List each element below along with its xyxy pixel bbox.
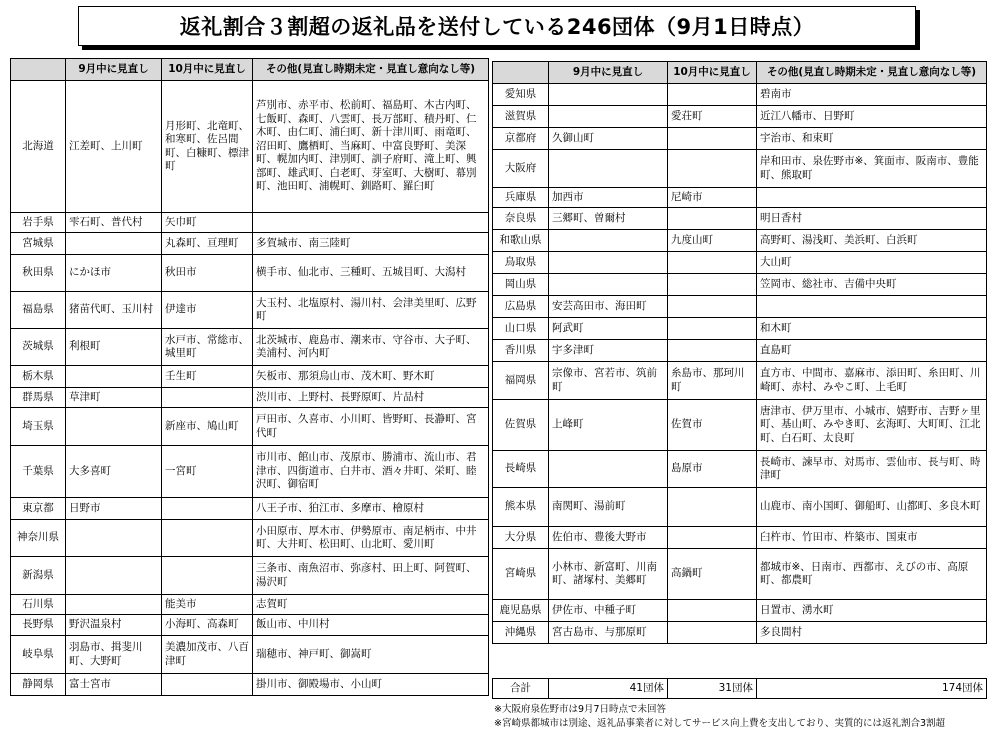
sep-cell: 富士宮市: [66, 674, 162, 696]
oct-cell: [162, 674, 253, 696]
pref-cell: 奈良県: [493, 208, 549, 230]
header-other: その他(見直し時期未定・見直し意向なし等): [253, 59, 489, 81]
left-table-row: [11, 329, 489, 366]
other-cell: 掛川市、御殿場市、小山町: [253, 674, 489, 696]
oct-cell: 島原市: [668, 451, 757, 488]
pref-cell: 埼玉県: [11, 408, 66, 446]
other-cell: 八王子市、狛江市、多摩市、檜原村: [253, 498, 489, 520]
right-table-row: [493, 230, 987, 252]
sep-cell: [66, 557, 162, 595]
sep-cell: 雫石町、普代村: [66, 213, 162, 233]
oct-cell: 水戸市、常総市、城里町: [162, 329, 253, 366]
oct-cell: [668, 340, 757, 362]
header-sep: 9月中に見直し: [549, 62, 668, 84]
oct-cell: 月形町、北竜町、和寒町、佐呂間町、白糠町、標津町: [162, 81, 253, 213]
pref-cell: 新潟県: [11, 557, 66, 595]
right-table-row: [493, 188, 987, 208]
oct-cell: 美濃加茂市、八百津町: [162, 636, 253, 674]
other-cell: 大玉村、北塩原村、湯川村、会津美里町、広野町: [253, 292, 489, 329]
right-table: [492, 61, 987, 644]
other-cell: 長崎市、諫早市、対馬市、雲仙市、長与町、時津町: [757, 451, 987, 488]
oct-cell: [162, 388, 253, 408]
other-cell: [757, 188, 987, 208]
sep-cell: 草津町: [66, 388, 162, 408]
page-title: 返礼割合３割超の返礼品を送付している246団体（9月1日時点）: [78, 6, 916, 46]
oct-cell: 伊達市: [162, 292, 253, 329]
left-table-row: [11, 615, 489, 636]
oct-cell: [668, 128, 757, 150]
pref-cell: 京都府: [493, 128, 549, 150]
footnote: ※宮崎県都城市は別途、返礼品事業者に対してサービス向上費を支出しており、実質的には返礼割合3割超: [494, 718, 946, 729]
right-table-row: [493, 84, 987, 106]
other-cell: 多賀城市、南三陸町: [253, 233, 489, 255]
sep-cell: [549, 84, 668, 106]
total-sep: 41団体: [549, 679, 668, 699]
other-cell: 臼杵市、竹田市、杵築市、国東市: [757, 527, 987, 549]
other-cell: 宇治市、和束町: [757, 128, 987, 150]
other-cell: 都城市※、日南市、西都市、えびの市、高原町、都農町: [757, 549, 987, 600]
pref-cell: 佐賀県: [493, 400, 549, 451]
left-table-row: [11, 255, 489, 292]
sep-cell: 猪苗代町、玉川村: [66, 292, 162, 329]
pref-cell: 熊本県: [493, 488, 549, 527]
pref-cell: 香川県: [493, 340, 549, 362]
other-cell: 唐津市、伊万里市、小城市、嬉野市、吉野ヶ里町、基山町、みやき町、玄海町、大町町、江北町、白石町、太良町: [757, 400, 987, 451]
pref-cell: 沖縄県: [493, 622, 549, 644]
oct-cell: 新座市、鳩山町: [162, 408, 253, 446]
left-table-row: [11, 233, 489, 255]
left-table-row: [11, 292, 489, 329]
right-table-row: [493, 488, 987, 527]
pref-cell: 岩手県: [11, 213, 66, 233]
left-table-row: [11, 81, 489, 213]
sep-cell: [549, 230, 668, 252]
header-other: その他(見直し時期未定・見直し意向なし等): [757, 62, 987, 84]
sep-cell: 野沢温泉村: [66, 615, 162, 636]
pref-cell: 大阪府: [493, 150, 549, 188]
sep-cell: 宇多津町: [549, 340, 668, 362]
sep-cell: 江差町、上川町: [66, 81, 162, 213]
pref-cell: 山口県: [493, 318, 549, 340]
pref-cell: 秋田県: [11, 255, 66, 292]
pref-cell: 鳥取県: [493, 252, 549, 274]
pref-cell: 茨城県: [11, 329, 66, 366]
right-table-row: [493, 362, 987, 400]
sep-cell: 羽島市、揖斐川町、大野町: [66, 636, 162, 674]
left-table-row: [11, 595, 489, 615]
left-header-row: [11, 59, 489, 81]
other-cell: 小田原市、厚木市、伊勢原市、南足柄市、中井町、大井町、松田町、山北町、愛川町: [253, 520, 489, 557]
header-pref: [11, 59, 66, 81]
other-cell: 芦別市、赤平市、松前町、福島町、木古内町、七飯町、森町、八雲町、長万部町、積丹町、仁木町、由仁町、浦臼町、新十津川町、雨竜町、沼田町、鷹栖町、当麻町、中富良野町、美深町、幌加内町、津別町、訓子府町、滝上町、興部町、雄武町、白老町、芽室町、大樹町、幕別町、池田町、浦幌町、釧路町、羅臼町: [253, 81, 489, 213]
sep-cell: 南関町、湯前町: [549, 488, 668, 527]
oct-cell: 丸森町、亘理町: [162, 233, 253, 255]
other-cell: 渋川市、上野村、長野原町、片品村: [253, 388, 489, 408]
pref-cell: 岡山県: [493, 274, 549, 296]
other-cell: 日置市、湧水町: [757, 600, 987, 622]
other-cell: 和木町: [757, 318, 987, 340]
right-table-row: [493, 622, 987, 644]
oct-cell: [668, 84, 757, 106]
sep-cell: [549, 106, 668, 128]
total-row: [493, 679, 987, 699]
oct-cell: [668, 252, 757, 274]
other-cell: 碧南市: [757, 84, 987, 106]
pref-cell: 大分県: [493, 527, 549, 549]
footnotes: [494, 703, 994, 731]
other-cell: 三条市、南魚沼市、弥彦村、田上町、阿賀町、湯沢町: [253, 557, 489, 595]
left-table-row: [11, 674, 489, 696]
pref-cell: 福島県: [11, 292, 66, 329]
oct-cell: [668, 274, 757, 296]
header-sep: 9月中に見直し: [66, 59, 162, 81]
other-cell: 近江八幡市、日野町: [757, 106, 987, 128]
sep-cell: 宗像市、宮若市、筑前町: [549, 362, 668, 400]
footnote: ※大阪府泉佐野市は9月7日時点で未回答: [494, 704, 667, 715]
oct-cell: 佐賀市: [668, 400, 757, 451]
oct-cell: [668, 318, 757, 340]
oct-cell: 壬生町: [162, 366, 253, 388]
left-table-row: [11, 446, 489, 498]
pref-cell: 静岡県: [11, 674, 66, 696]
other-cell: 瑞穂市、神戸町、御嵩町: [253, 636, 489, 674]
total-table: [492, 678, 987, 699]
oct-cell: 秋田市: [162, 255, 253, 292]
oct-cell: 糸島市、那珂川町: [668, 362, 757, 400]
right-table-row: [493, 600, 987, 622]
left-table-row: [11, 498, 489, 520]
sep-cell: 大多喜町: [66, 446, 162, 498]
other-cell: 戸田市、久喜市、小川町、皆野町、長瀞町、宮代町: [253, 408, 489, 446]
pref-cell: 岐阜県: [11, 636, 66, 674]
other-cell: 矢板市、那須烏山市、茂木町、野木町: [253, 366, 489, 388]
other-cell: 市川市、館山市、茂原市、勝浦市、流山市、君津市、四街道市、白井市、酒々井町、栄町、睦沢町、御宿町: [253, 446, 489, 498]
left-table-row: [11, 636, 489, 674]
oct-cell: [668, 208, 757, 230]
other-cell: 志賀町: [253, 595, 489, 615]
left-table-row: [11, 213, 489, 233]
right-table-row: [493, 208, 987, 230]
sep-cell: 日野市: [66, 498, 162, 520]
other-cell: 北茨城市、鹿島市、潮来市、守谷市、大子町、美浦村、河内町: [253, 329, 489, 366]
oct-cell: [668, 150, 757, 188]
right-table-row: [493, 400, 987, 451]
pref-cell: 鹿児島県: [493, 600, 549, 622]
oct-cell: 愛荘町: [668, 106, 757, 128]
sep-cell: [549, 150, 668, 188]
other-cell: 多良間村: [757, 622, 987, 644]
oct-cell: 小海町、高森町: [162, 615, 253, 636]
pref-cell: 兵庫県: [493, 188, 549, 208]
other-cell: 笠岡市、総社市、吉備中央町: [757, 274, 987, 296]
other-cell: 岸和田市、泉佐野市※、箕面市、阪南市、豊能町、熊取町: [757, 150, 987, 188]
pref-cell: 東京都: [11, 498, 66, 520]
right-table-row: [493, 274, 987, 296]
oct-cell: [162, 498, 253, 520]
left-table: [10, 58, 489, 696]
pref-cell: 神奈川県: [11, 520, 66, 557]
sep-cell: 宮古島市、与那原町: [549, 622, 668, 644]
total-oct: 31団体: [668, 679, 757, 699]
sep-cell: [66, 233, 162, 255]
sep-cell: 伊佐市、中種子町: [549, 600, 668, 622]
sep-cell: 小林市、新富町、川南町、諸塚村、美郷町: [549, 549, 668, 600]
oct-cell: 能美市: [162, 595, 253, 615]
pref-cell: 福岡県: [493, 362, 549, 400]
right-table-row: [493, 549, 987, 600]
right-table-row: [493, 340, 987, 362]
oct-cell: [668, 488, 757, 527]
left-table-row: [11, 520, 489, 557]
other-cell: 飯山市、中川村: [253, 615, 489, 636]
oct-cell: 高鍋町: [668, 549, 757, 600]
sep-cell: 利根町: [66, 329, 162, 366]
sep-cell: [549, 451, 668, 488]
pref-cell: 群馬県: [11, 388, 66, 408]
pref-cell: 和歌山県: [493, 230, 549, 252]
oct-cell: [162, 557, 253, 595]
pref-cell: 長崎県: [493, 451, 549, 488]
total-other: 174団体: [757, 679, 987, 699]
sep-cell: にかほ市: [66, 255, 162, 292]
sep-cell: [66, 366, 162, 388]
sep-cell: 阿武町: [549, 318, 668, 340]
sep-cell: [66, 408, 162, 446]
sep-cell: 久御山町: [549, 128, 668, 150]
left-table-row: [11, 388, 489, 408]
other-cell: 大山町: [757, 252, 987, 274]
pref-cell: 愛知県: [493, 84, 549, 106]
left-table-row: [11, 557, 489, 595]
pref-cell: 千葉県: [11, 446, 66, 498]
right-table-row: [493, 318, 987, 340]
other-cell: [253, 213, 489, 233]
oct-cell: 尼崎市: [668, 188, 757, 208]
pref-cell: 栃木県: [11, 366, 66, 388]
sep-cell: 加西市: [549, 188, 668, 208]
left-table-row: [11, 366, 489, 388]
oct-cell: [668, 622, 757, 644]
other-cell: 山鹿市、南小国町、御船町、山都町、多良木町: [757, 488, 987, 527]
pref-cell: 石川県: [11, 595, 66, 615]
header-oct: 10月中に見直し: [668, 62, 757, 84]
pref-cell: 宮崎県: [493, 549, 549, 600]
other-cell: [757, 296, 987, 318]
header-pref: [493, 62, 549, 84]
right-table-row: [493, 150, 987, 188]
other-cell: 明日香村: [757, 208, 987, 230]
left-table-row: [11, 408, 489, 446]
sep-cell: [66, 520, 162, 557]
other-cell: 横手市、仙北市、三種町、五城目町、大潟村: [253, 255, 489, 292]
oct-cell: 九度山町: [668, 230, 757, 252]
other-cell: 直島町: [757, 340, 987, 362]
sep-cell: [549, 252, 668, 274]
oct-cell: [162, 520, 253, 557]
right-table-row: [493, 527, 987, 549]
sep-cell: 三郷町、曽爾村: [549, 208, 668, 230]
header-oct: 10月中に見直し: [162, 59, 253, 81]
pref-cell: 広島県: [493, 296, 549, 318]
oct-cell: 一宮町: [162, 446, 253, 498]
sep-cell: [66, 595, 162, 615]
pref-cell: 滋賀県: [493, 106, 549, 128]
sep-cell: [549, 274, 668, 296]
sep-cell: 佐伯市、豊後大野市: [549, 527, 668, 549]
oct-cell: 矢巾町: [162, 213, 253, 233]
pref-cell: 長野県: [11, 615, 66, 636]
right-table-row: [493, 252, 987, 274]
total-label: 合計: [493, 679, 549, 699]
right-table-row: [493, 128, 987, 150]
oct-cell: [668, 527, 757, 549]
pref-cell: 宮城県: [11, 233, 66, 255]
sep-cell: 安芸高田市、海田町: [549, 296, 668, 318]
oct-cell: [668, 600, 757, 622]
right-table-row: [493, 106, 987, 128]
other-cell: 直方市、中間市、嘉麻市、添田町、糸田町、川崎町、赤村、みやこ町、上毛町: [757, 362, 987, 400]
other-cell: 高野町、湯浅町、美浜町、白浜町: [757, 230, 987, 252]
oct-cell: [668, 296, 757, 318]
pref-cell: 北海道: [11, 81, 66, 213]
right-table-row: [493, 296, 987, 318]
right-header-row: [493, 62, 987, 84]
sep-cell: 上峰町: [549, 400, 668, 451]
right-table-row: [493, 451, 987, 488]
